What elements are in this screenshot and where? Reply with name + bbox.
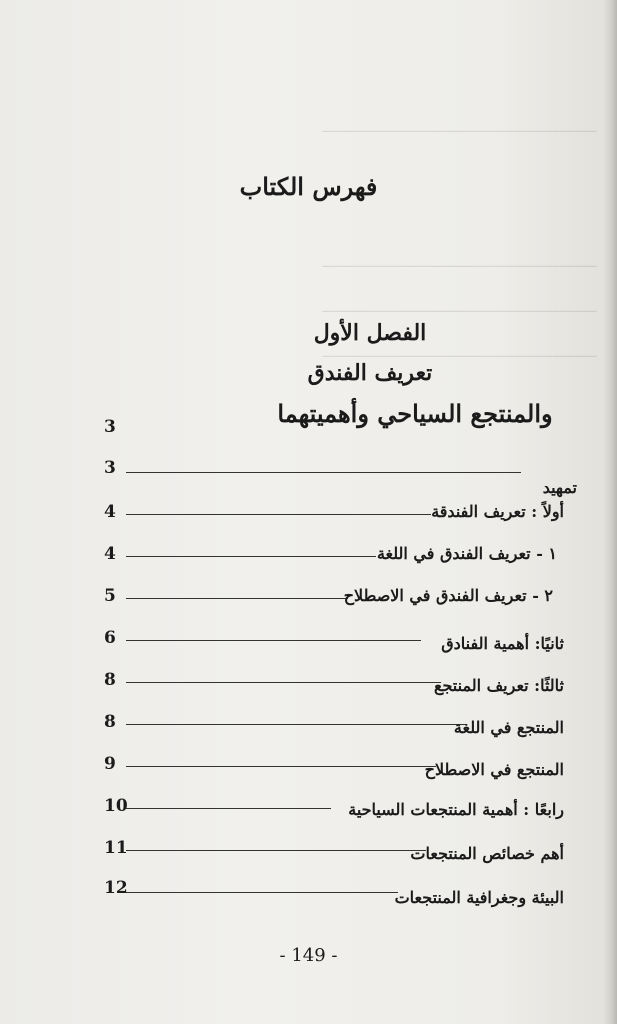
toc-page-number: 8 xyxy=(104,712,116,732)
toc-entry[interactable] xyxy=(0,754,617,782)
chapter-subtitle-line: والمنتجع السياحي وأهميتهما xyxy=(277,399,553,428)
leader-line xyxy=(126,682,441,683)
chapter-subtitle: تعريف الفندق xyxy=(307,360,433,386)
toc-entry[interactable] xyxy=(0,838,617,866)
toc-page-number: 4 xyxy=(104,544,116,564)
toc-entry[interactable] xyxy=(0,502,617,530)
toc-page-number: 8 xyxy=(104,670,116,690)
leader-line xyxy=(126,766,436,767)
toc-label: رابعًا : أهمية المنتجعات السياحية xyxy=(348,800,564,819)
toc-entry[interactable] xyxy=(0,544,617,572)
toc-page-number: 11 xyxy=(104,838,128,858)
toc-entry[interactable] xyxy=(0,628,617,656)
leader-line xyxy=(126,808,331,809)
leader-line xyxy=(126,892,398,893)
toc-label: المنتجع في الاصطلاح xyxy=(424,760,564,779)
toc-label: تمهيد xyxy=(542,478,577,497)
chapter-heading: الفصل الأول xyxy=(313,320,427,346)
leader-line xyxy=(126,850,426,851)
toc-entry[interactable] xyxy=(0,670,617,698)
toc-label: ثانيًا: أهمية الفنادق xyxy=(441,634,564,653)
toc-entry[interactable] xyxy=(0,796,617,824)
leader-line xyxy=(126,472,521,473)
toc-page-number: 4 xyxy=(104,502,116,522)
leader-line xyxy=(126,514,431,515)
toc-label: ثالثًا: تعريف المنتجع xyxy=(433,676,564,695)
toc-page-number: 10 xyxy=(104,796,128,816)
page-number-footer: - 149 - xyxy=(279,945,338,966)
leader-line xyxy=(126,598,348,599)
toc-page-number: 12 xyxy=(104,878,128,898)
toc-page-number: 5 xyxy=(104,586,116,606)
toc-entry[interactable] xyxy=(0,458,617,497)
toc-entry[interactable] xyxy=(0,712,617,740)
chapter-page-number: 3 xyxy=(104,417,116,437)
show-through-text: ـــــــــــــــــــــــــــــــــــــــــــــــــــــــــــــــــــ xyxy=(322,255,597,271)
toc-label: ٢ - تعريف الفندق في الاصطلاح xyxy=(343,586,553,605)
page-title: فهرس الكتاب xyxy=(239,172,378,201)
toc-page-number: 3 xyxy=(104,458,116,478)
toc-label: ١ - تعريف الفندق في اللغة xyxy=(376,544,557,563)
leader-line xyxy=(126,724,466,725)
leader-line xyxy=(126,640,421,641)
toc-label: المنتجع في اللغة xyxy=(453,718,564,737)
leader-line xyxy=(126,556,376,557)
toc-page-number: 9 xyxy=(104,754,116,774)
show-through-text: ـــــــــــــــــــــــــــــــــــــــــــــــــــــــــــــــــــ xyxy=(322,345,597,361)
toc-label: أهم خصائص المنتجعات xyxy=(410,844,564,863)
toc-page-number: 6 xyxy=(104,628,116,648)
show-through-text: ـــــــــــــــــــــــــــــــــــــــــــــــــــــــــــــــــــ xyxy=(322,300,597,316)
toc-entry[interactable] xyxy=(0,586,617,614)
show-through-text: ـــــــــــــــــــــــــــــــــــــــــــــــــــــــــــــــــــ xyxy=(322,120,597,136)
toc-label: البيئة وجغرافية المنتجعات xyxy=(394,888,564,907)
toc-entry[interactable] xyxy=(0,880,617,908)
toc-label: أولاً : تعريف الفندقة xyxy=(431,502,564,521)
